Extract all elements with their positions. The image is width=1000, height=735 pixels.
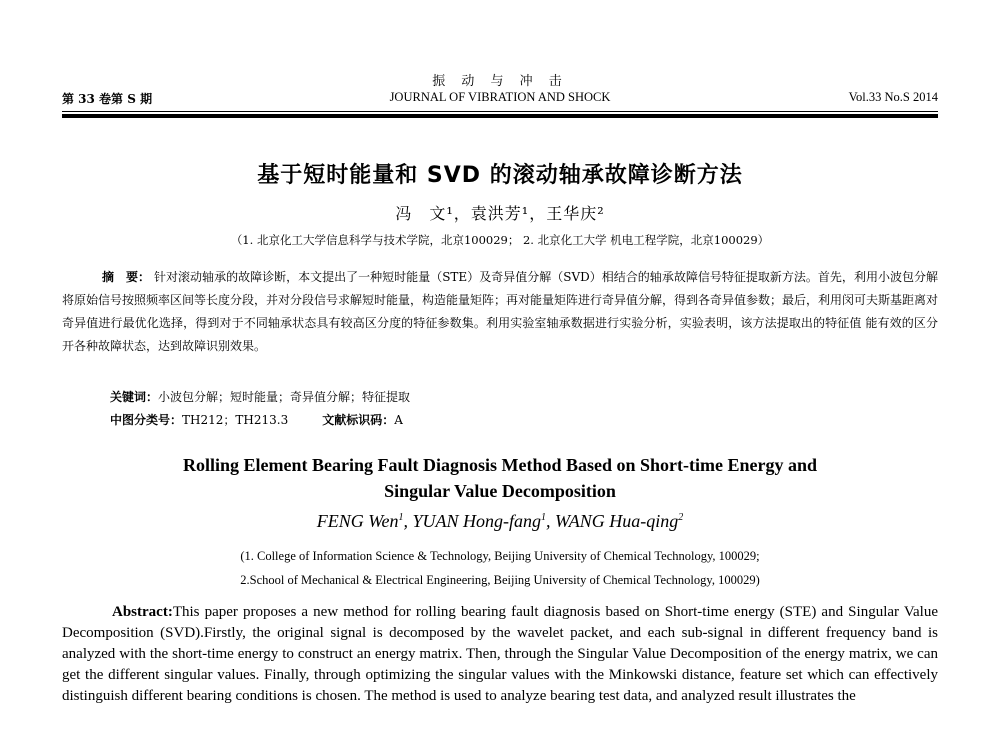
doc-code: A bbox=[394, 413, 403, 427]
clc-label: 中图分类号： bbox=[110, 413, 183, 427]
keywords-text: 小波包分解；短时能量；奇异值分解；特征提取 bbox=[158, 390, 411, 404]
keywords bbox=[110, 388, 410, 405]
journal-name-cn: 振 动 与 冲 击 bbox=[432, 74, 568, 89]
abstract-en-text: This paper proposes a new method for rolling bearing fault diagnosis based on Short-time energy (STE) and Singular Value Decomposition (SVD).Firstly, the original signal is decomposed by the wavelet packet, and each sub-signal in different frequency band is analyzed with the short-time energy to construct an energy matrix. Then, through the Singular Value Decomposition of the energy matrix, we can get the different singular values. Finally, through optimizing the singular values with the Minkowski distance, feature set which can effectively distinguish different bearing conditions is chosen. The method is used to analyze bearing test data, and analyzed result illustrates the bbox=[62, 604, 938, 704]
clc-number: TH212；TH213.3 bbox=[182, 413, 289, 427]
affiliation-en-2: 2.School of Mechanical & Electrical Engineering, Beijing University of Chemical Technology, 100029) bbox=[240, 573, 760, 587]
paper-title-en-line2: Singular Value Decomposition bbox=[384, 481, 616, 501]
affiliation-en-1: (1. College of Information Science & Technology, Beijing University of Chemical Technology, 100029; bbox=[240, 549, 760, 563]
keywords-label: 关键词： bbox=[110, 390, 159, 404]
abstract-en-label: Abstract: bbox=[112, 604, 173, 620]
author-1-affil: 1 bbox=[398, 512, 404, 523]
affiliations-en bbox=[0, 544, 1000, 592]
header-rule-thin bbox=[62, 111, 938, 112]
abstract-cn-text: 针对滚动轴承的故障诊断，本文提出了一种短时能量（STE）及奇异值分解（SVD）相结合的轴承故障信号特征提取新方法。首先，利用小波包分解将原始信号按照频率区间等长度分段，并对分段信号求解短时能量，构造能量矩阵；再对能量矩阵进行奇异值分解，得到各奇异值参数；最后，利用闵可夫斯基距离对奇异值进行最优化选择，得到对于不同轴承状态具有较高区分度的特征参数集。利用实验室轴承数据进行实验分析，实验表明，该方法提取出的特征值 能有效的区分开各种故障状态，达到故障识别效果。 bbox=[62, 270, 939, 353]
abstract-cn bbox=[62, 266, 938, 358]
abstract-en bbox=[62, 602, 938, 707]
author-2-affil: 1 bbox=[541, 512, 547, 523]
affiliations-cn: （1. 北京化工大学信息科学与技术学院，北京100029； 2. 北京化工大学 机电工程学院，北京100029） bbox=[230, 233, 770, 247]
header-rule-thick bbox=[62, 114, 938, 118]
journal-name-en: JOURNAL OF VIBRATION AND SHOCK bbox=[389, 90, 611, 104]
author-2: YUAN Hong-fang bbox=[412, 511, 542, 531]
paper-title-en bbox=[0, 452, 1000, 504]
author-3: WANG Hua-qing bbox=[555, 511, 679, 531]
classification bbox=[110, 411, 403, 428]
doc-code-label: 文献标识码： bbox=[322, 413, 395, 427]
author-1: FENG Wen bbox=[316, 511, 399, 531]
paper-title-cn: 基于短时能量和 SVD 的滚动轴承故障诊断方法 bbox=[257, 163, 743, 188]
abstract-cn-label: 摘 要： bbox=[102, 270, 151, 284]
running-header bbox=[62, 90, 938, 108]
authors-en: FENG Wen$^1$, YUAN Hong-fang$^1$, WANG Hua-qing$^2$ bbox=[316, 511, 684, 531]
authors-cn: 冯 文¹，袁洪芳¹，王华庆² bbox=[395, 204, 605, 223]
volume-issue-cn: 第 33 卷第 S 期 bbox=[62, 92, 153, 106]
volume-issue-en: Vol.33 No.S 2014 bbox=[848, 90, 938, 104]
paper-title-en-line1: Rolling Element Bearing Fault Diagnosis Method Based on Short-time Energy and bbox=[182, 455, 818, 475]
author-3-affil: 2 bbox=[678, 512, 684, 523]
